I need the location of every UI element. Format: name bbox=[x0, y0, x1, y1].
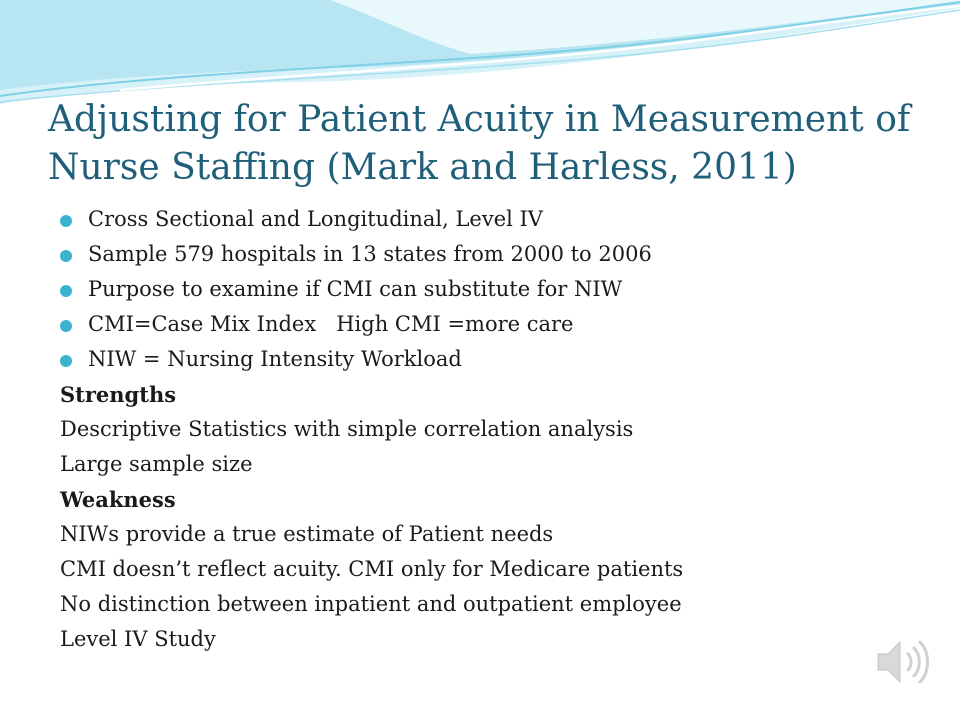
bullet-dot-icon bbox=[60, 250, 72, 262]
bullet-item: Purpose to examine if CMI can substitute for NIW bbox=[60, 272, 920, 307]
slide-title: Adjusting for Patient Acuity in Measurement of Nurse Staffing (Mark and Harless, 2011) bbox=[48, 99, 911, 188]
bullet-list bbox=[60, 202, 920, 377]
bullet-item: NIW = Nursing Intensity Workload bbox=[60, 342, 920, 377]
strengths-heading: Strengths bbox=[60, 382, 177, 407]
weakness-item: Level IV Study bbox=[60, 627, 216, 651]
bullet-dot-icon bbox=[60, 355, 72, 367]
bullet-dot-icon bbox=[60, 215, 72, 227]
bullet-item: Sample 579 hospitals in 13 states from 2000 to 2006 bbox=[60, 237, 920, 272]
strength-item: Large sample size bbox=[60, 452, 253, 476]
bullet-item: CMI=Case Mix Index High CMI =more care bbox=[60, 307, 920, 342]
weakness-item: NIWs provide a true estimate of Patient needs bbox=[60, 522, 554, 546]
speaker-icon[interactable] bbox=[872, 630, 936, 694]
strength-item: Descriptive Statistics with simple correlation analysis bbox=[60, 417, 634, 441]
slide-body bbox=[60, 202, 920, 657]
weakness-heading: Weakness bbox=[60, 487, 176, 512]
bullet-item: Cross Sectional and Longitudinal, Level IV bbox=[60, 202, 920, 237]
decorative-wave bbox=[0, 0, 960, 110]
bullet-dot-icon bbox=[60, 320, 72, 332]
bullet-dot-icon bbox=[60, 285, 72, 297]
weakness-item: No distinction between inpatient and outpatient employee bbox=[60, 592, 682, 616]
weakness-item: CMI doesn’t reflect acuity. CMI only for Medicare patients bbox=[60, 557, 684, 581]
